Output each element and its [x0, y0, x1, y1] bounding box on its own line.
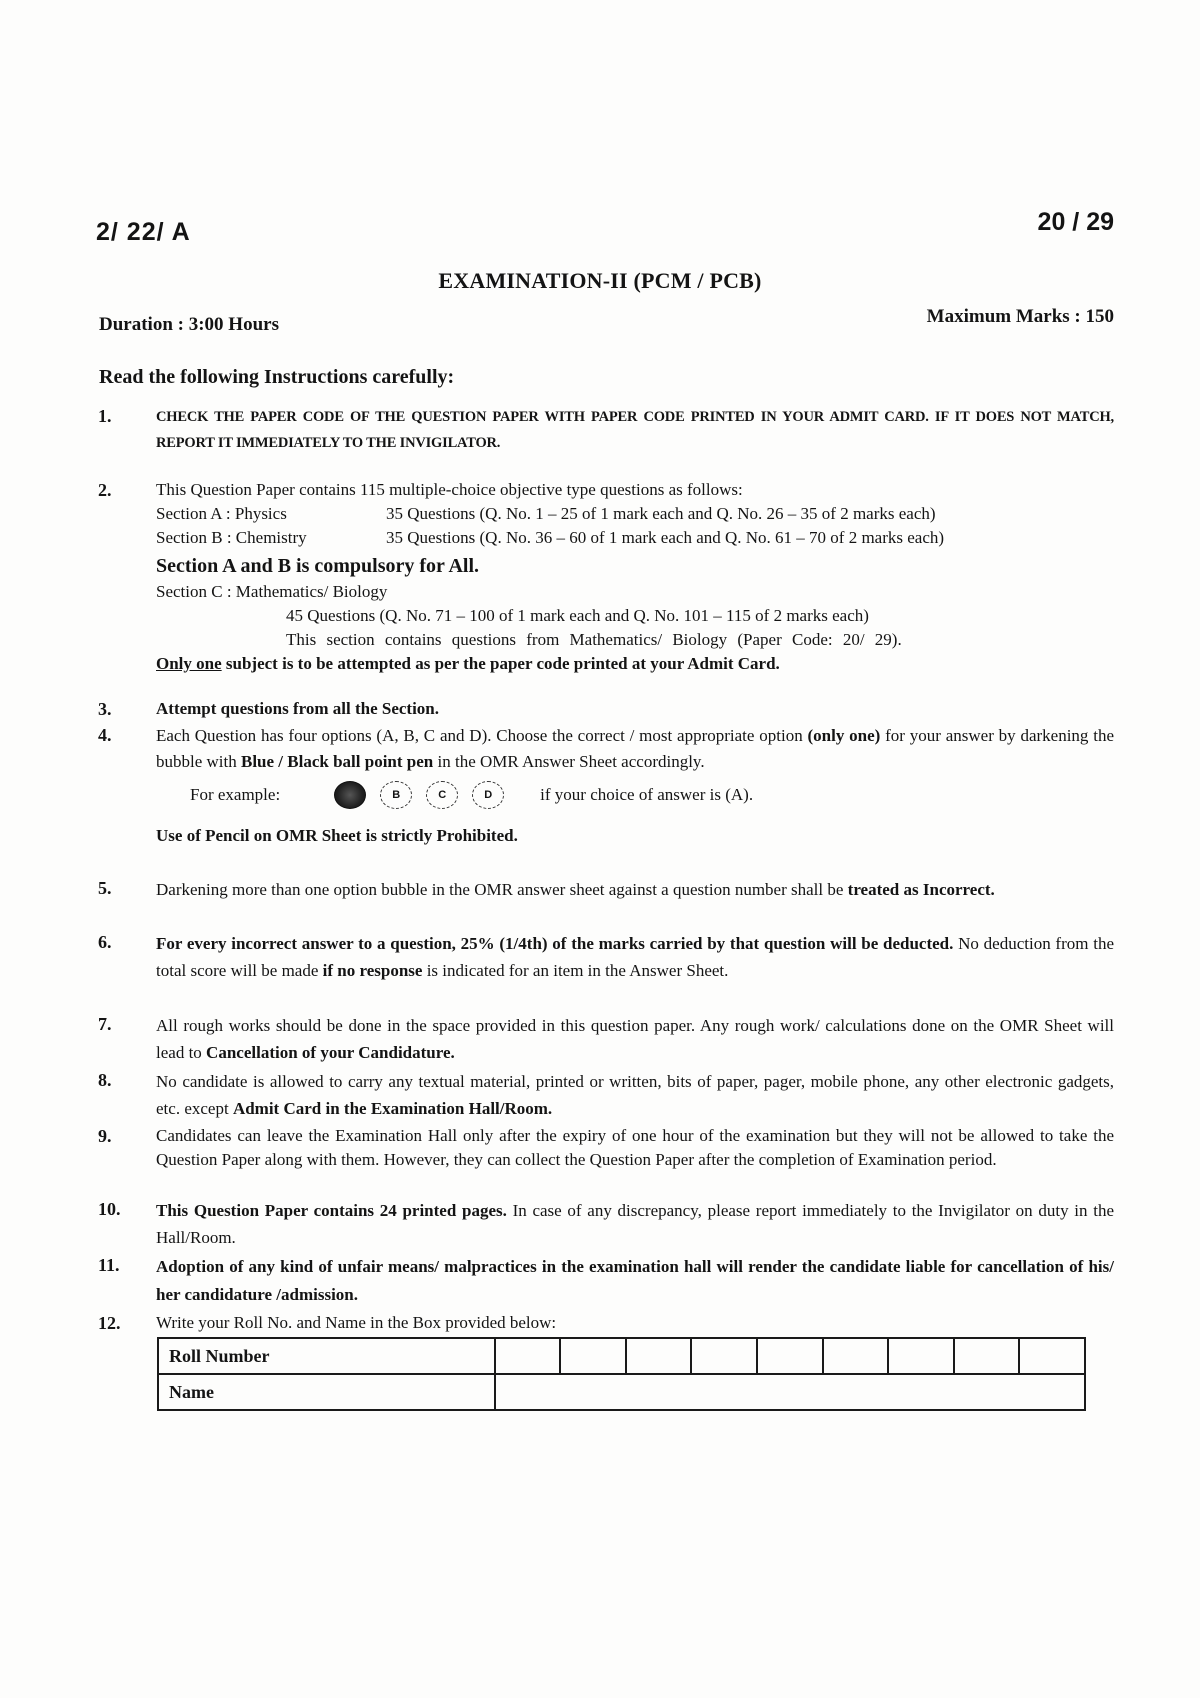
roll-digit-box-1[interactable] — [495, 1338, 561, 1374]
section-b-row — [156, 526, 1114, 550]
bubble-example — [190, 781, 1114, 809]
roll-digit-box-7[interactable] — [888, 1338, 954, 1374]
instruction-text: for your answer by darkening the bubble with — [156, 726, 1115, 771]
example-bubbles — [334, 781, 504, 809]
instruction-text: In case of any discrepancy, please report immediately to the Invigilator on duty in the Hall/Room. — [156, 1201, 1114, 1247]
compulsory-note: Section A and B is compulsory for All. — [156, 555, 480, 577]
section-b-detail: 35 Questions (Q. No. 36 – 60 of 1 mark each and Q. No. 61 – 70 of 2 marks each) — [386, 528, 945, 547]
pencil-prohibited: Use of Pencil on OMR Sheet is strictly Prohibited. — [156, 826, 518, 845]
instruction-text: No candidate is allowed to carry any textual material, printed or written, bits of paper, pager, mobile phone, any other electronic gadgets, etc. except — [156, 1072, 1114, 1118]
instruction-number: 4. — [98, 725, 112, 745]
roll-digit-box-8[interactable] — [954, 1338, 1020, 1374]
instruction-number: 11. — [98, 1255, 120, 1275]
instruction-number: 12. — [98, 1313, 121, 1333]
example-suffix: if your choice of answer is (A). — [540, 785, 754, 804]
roll-number-label: Roll Number — [158, 1338, 495, 1374]
roll-digit-box-5[interactable] — [757, 1338, 823, 1374]
instruction-text: in the OMR Answer Sheet accordingly. — [433, 752, 705, 771]
instruction-text: is indicated for an item in the Answer Sheet. — [422, 961, 729, 980]
section-a-row — [156, 502, 1114, 526]
instruction-number: 1. — [98, 406, 112, 426]
only-one-note — [156, 652, 1114, 676]
instruction-text: Adoption of any kind of unfair means/ malpractices in the examination hall will render the candidate liable for cancellation of his/ her candidature /admission. — [156, 1257, 1114, 1304]
instruction-7 — [98, 1012, 1118, 1066]
instruction-number: 3. — [98, 699, 112, 719]
instruction-2 — [98, 478, 1118, 676]
section-c-label: Section C : Mathematics/ Biology — [156, 582, 388, 601]
name-row — [158, 1374, 1085, 1410]
example-label: For example: — [190, 785, 281, 804]
instruction-number: 7. — [98, 1014, 112, 1034]
roll-digit-box-6[interactable] — [823, 1338, 889, 1374]
section-b-label: Section B : Chemistry — [156, 528, 307, 547]
instruction-text: All rough works should be done in the space provided in this question paper. Any rough work/ calculations done on the OMR Sheet will lead to — [156, 1016, 1114, 1062]
instruction-number: 6. — [98, 932, 112, 952]
instruction-text: CHECK THE PAPER CODE OF THE QUESTION PAPER WITH PAPER CODE PRINTED IN YOUR ADMIT CARD. IF IT DOES NOT MATCH, REPORT IT IMMEDIATELY TO THE INVIGILATOR. — [156, 409, 1114, 451]
instruction-10 — [98, 1197, 1118, 1251]
instruction-9 — [98, 1124, 1118, 1172]
instruction-8 — [98, 1068, 1118, 1122]
instruction-1 — [98, 404, 1118, 456]
instruction-text: Candidates can leave the Examination Hall only after the expiry of one hour of the examination but they will not be allowed to take the Question Paper along with them. However, they can collect the Question Paper after the completion of Examination period. — [156, 1126, 1114, 1169]
instruction-text: Write your Roll No. and Name in the Box provided below: — [156, 1313, 557, 1332]
section-c-note: This section contains questions from Mathematics/ Biology (Paper Code: 20/ 29). — [286, 630, 902, 649]
instruction-number: 8. — [98, 1070, 112, 1090]
only-one-emphasis: (only one) — [807, 726, 881, 745]
cancellation-emphasis: Cancellation of your Candidature. — [206, 1043, 455, 1062]
instruction-number: 2. — [98, 480, 112, 500]
instruction-4 — [98, 723, 1118, 849]
maximum-marks: Maximum Marks : 150 — [926, 306, 1114, 327]
instruction-6 — [98, 930, 1118, 984]
deduction-emphasis: For every incorrect answer to a question, 25% (1/4th) of the marks carried by that question will be deducted. — [156, 934, 954, 953]
bubble-d-icon: D — [472, 781, 504, 809]
instruction-text: This Question Paper contains 115 multiple-choice objective type questions as follows: — [156, 480, 743, 499]
instruction-text: Darkening more than one option bubble in the OMR answer sheet against a question number shall be — [156, 880, 848, 899]
roll-number-row — [158, 1338, 1085, 1374]
admit-card-emphasis: Admit Card in the Examination Hall/Room. — [232, 1099, 553, 1118]
bubble-a-filled-icon — [334, 781, 366, 809]
instruction-number: 9. — [98, 1126, 112, 1146]
instruction-text: Each Question has four options (A, B, C and D). Choose the correct / most appropriate option — [156, 726, 808, 745]
instruction-11 — [98, 1253, 1118, 1309]
only-one-rest: subject is to be attempted as per the paper code printed at your Admit Card. — [221, 654, 780, 673]
roll-digit-box-9[interactable] — [1019, 1338, 1085, 1374]
only-one-underlined: Only one — [156, 654, 222, 673]
no-response-emphasis: if no response — [322, 961, 423, 980]
incorrect-emphasis: treated as Incorrect. — [847, 880, 995, 899]
instruction-5 — [98, 876, 1118, 903]
instruction-12 — [98, 1311, 1118, 1335]
roll-digit-box-3[interactable] — [626, 1338, 692, 1374]
instruction-text: No deduction from the total score will be made — [156, 934, 1114, 980]
roll-digit-box-2[interactable] — [560, 1338, 626, 1374]
name-label: Name — [158, 1374, 495, 1410]
bubble-b-icon: B — [380, 781, 412, 809]
section-a-label: Section A : Physics — [156, 504, 287, 523]
roll-name-box — [157, 1337, 1086, 1411]
section-c-detail: 45 Questions (Q. No. 71 – 100 of 1 mark each and Q. No. 101 – 115 of 2 marks each) — [286, 606, 869, 625]
pages-emphasis: This Question Paper contains 24 printed pages. — [156, 1201, 507, 1220]
section-a-detail: 35 Questions (Q. No. 1 – 25 of 1 mark each and Q. No. 26 – 35 of 2 marks each) — [386, 504, 936, 523]
name-field[interactable] — [495, 1374, 1085, 1410]
exam-title: EXAMINATION-II (PCM / PCB) — [438, 268, 762, 293]
instruction-3 — [98, 697, 1118, 721]
instructions-heading: Read the following Instructions carefully: — [99, 366, 455, 388]
instruction-number: 10. — [98, 1199, 121, 1219]
duration: Duration : 3:00 Hours — [99, 314, 279, 335]
paper-code-right: 20 / 29 — [1037, 208, 1114, 236]
instruction-number: 5. — [98, 878, 112, 898]
pen-emphasis: Blue / Black ball point pen — [241, 752, 434, 771]
paper-code-left: 2/ 22/ A — [96, 218, 191, 246]
roll-digit-box-4[interactable] — [691, 1338, 757, 1374]
bubble-c-icon: C — [426, 781, 458, 809]
instruction-text: Attempt questions from all the Section. — [156, 699, 439, 718]
